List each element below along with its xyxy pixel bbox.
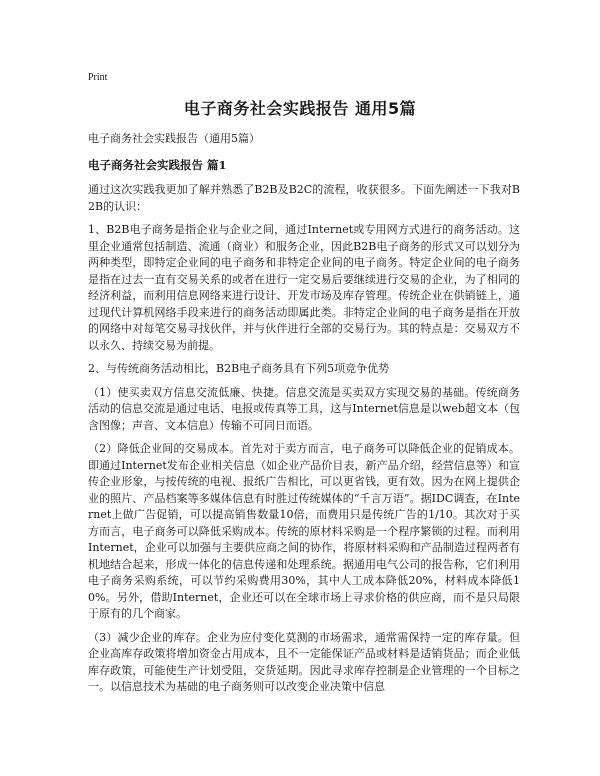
document-subtitle: 电子商务社会实践报告（通用5篇） [88,132,260,145]
paragraph-advantage-2: （2）降低企业间的交易成本。首先对于卖方而言，电子商务可以降低企业的促销成本。即通过Internet发布企业相关信息（如企业产品价目表，新产品介绍，经营信息等）和宣传企业形象，与按传统的电视、报纸广告相比，可以更省钱，更有效。因为在网上提供企业的照片、产品档案等多媒体信息有时胜过传统媒体的“千言万语”。据IDC调查，在Internet上做广告促销，可以提高销售数量10倍，而费用只是传统广告的1/10。其次对于买方而言，电子商务可以降低采购成本。传统的原材料采购是一个程序繁锁的过程。而利用Internet，企业可以加强与主要供应商之间的协作，将原材料采购和产品制造过程两者有机地结合起来，形成一体化的信息传递和处理系统。据通用电气公司的报告称，它们利用电子商务采购系统，可以节约采购费用30%，其中人工成本降低20%，材料成本降低10%。另外，借助Internet，企业还可以在全球市场上寻求价格的供应商，而不是只局限于原有的几个商家。 [88,442,520,620]
paragraph-b2b-definition: 1、B2B电子商务是指企业与企业之间，通过Internet或专用网方式进行的商务活动。这里企业通常包括制造、流通（商业）和服务企业，因此B2B电子商务的形式又可以划分为两种类型，即特定企业间的电子商务和非特定企业间的电子商务。特定企业间的电子商务是指在过去一直有交易关系的或者在进行一定交易后要继续进行交易的企业，为了相同的经济利益，而利用信息网络来进行设计、开发市场及库存管理。传统企业在供销链上，通过现代计算机网络手段来进行的商务活动即属此类。非特定企业间的电子商务是指在开放的网络中对每笔交易寻找伙伴，并与伙伴进行全部的交易行为。其的特点是：交易双方不以永久、持续交易为前提。 [88,223,520,352]
section-heading: 电子商务社会实践报告 篇1 [88,158,227,172]
document-body [88,130,520,703]
print-label: Print [88,72,108,83]
paragraph-intro: 通过这次实践我更加了解并熟悉了B2B及B2C的流程，收获很多。下面先阐述一下我对B2B的认识： [88,183,520,213]
paragraph-advantage-1: （1）使买卖双方信息交流低廉、快捷。信息交流是买卖双方实现交易的基础。传统商务活动的信息交流是通过电话、电报或传真等工具，这与Internet信息是以web超文本（包含图像；声音、文本信息）传输不可同日而语。 [88,385,520,432]
document-title: 电子商务社会实践报告 通用5篇 [183,99,417,118]
paragraph-advantage-3: （3）减少企业的库存。企业为应付变化莫测的市场需求，通常需保持一定的库存量。但企业高库存政策将增加资金占用成本，且不一定能保证产品或材料是适销货品；而企业低库存政策，可能使生产计划受阻，交货延期。因此寻求库存控制是企业管理的一个目标之一。以信息技术为基础的电子商务则可以改变企业决策中信息 [88,630,520,693]
paragraph-advantages-heading: 2、与传统商务活动相比，B2B电子商务具有下列5项竞争优势 [88,362,390,375]
